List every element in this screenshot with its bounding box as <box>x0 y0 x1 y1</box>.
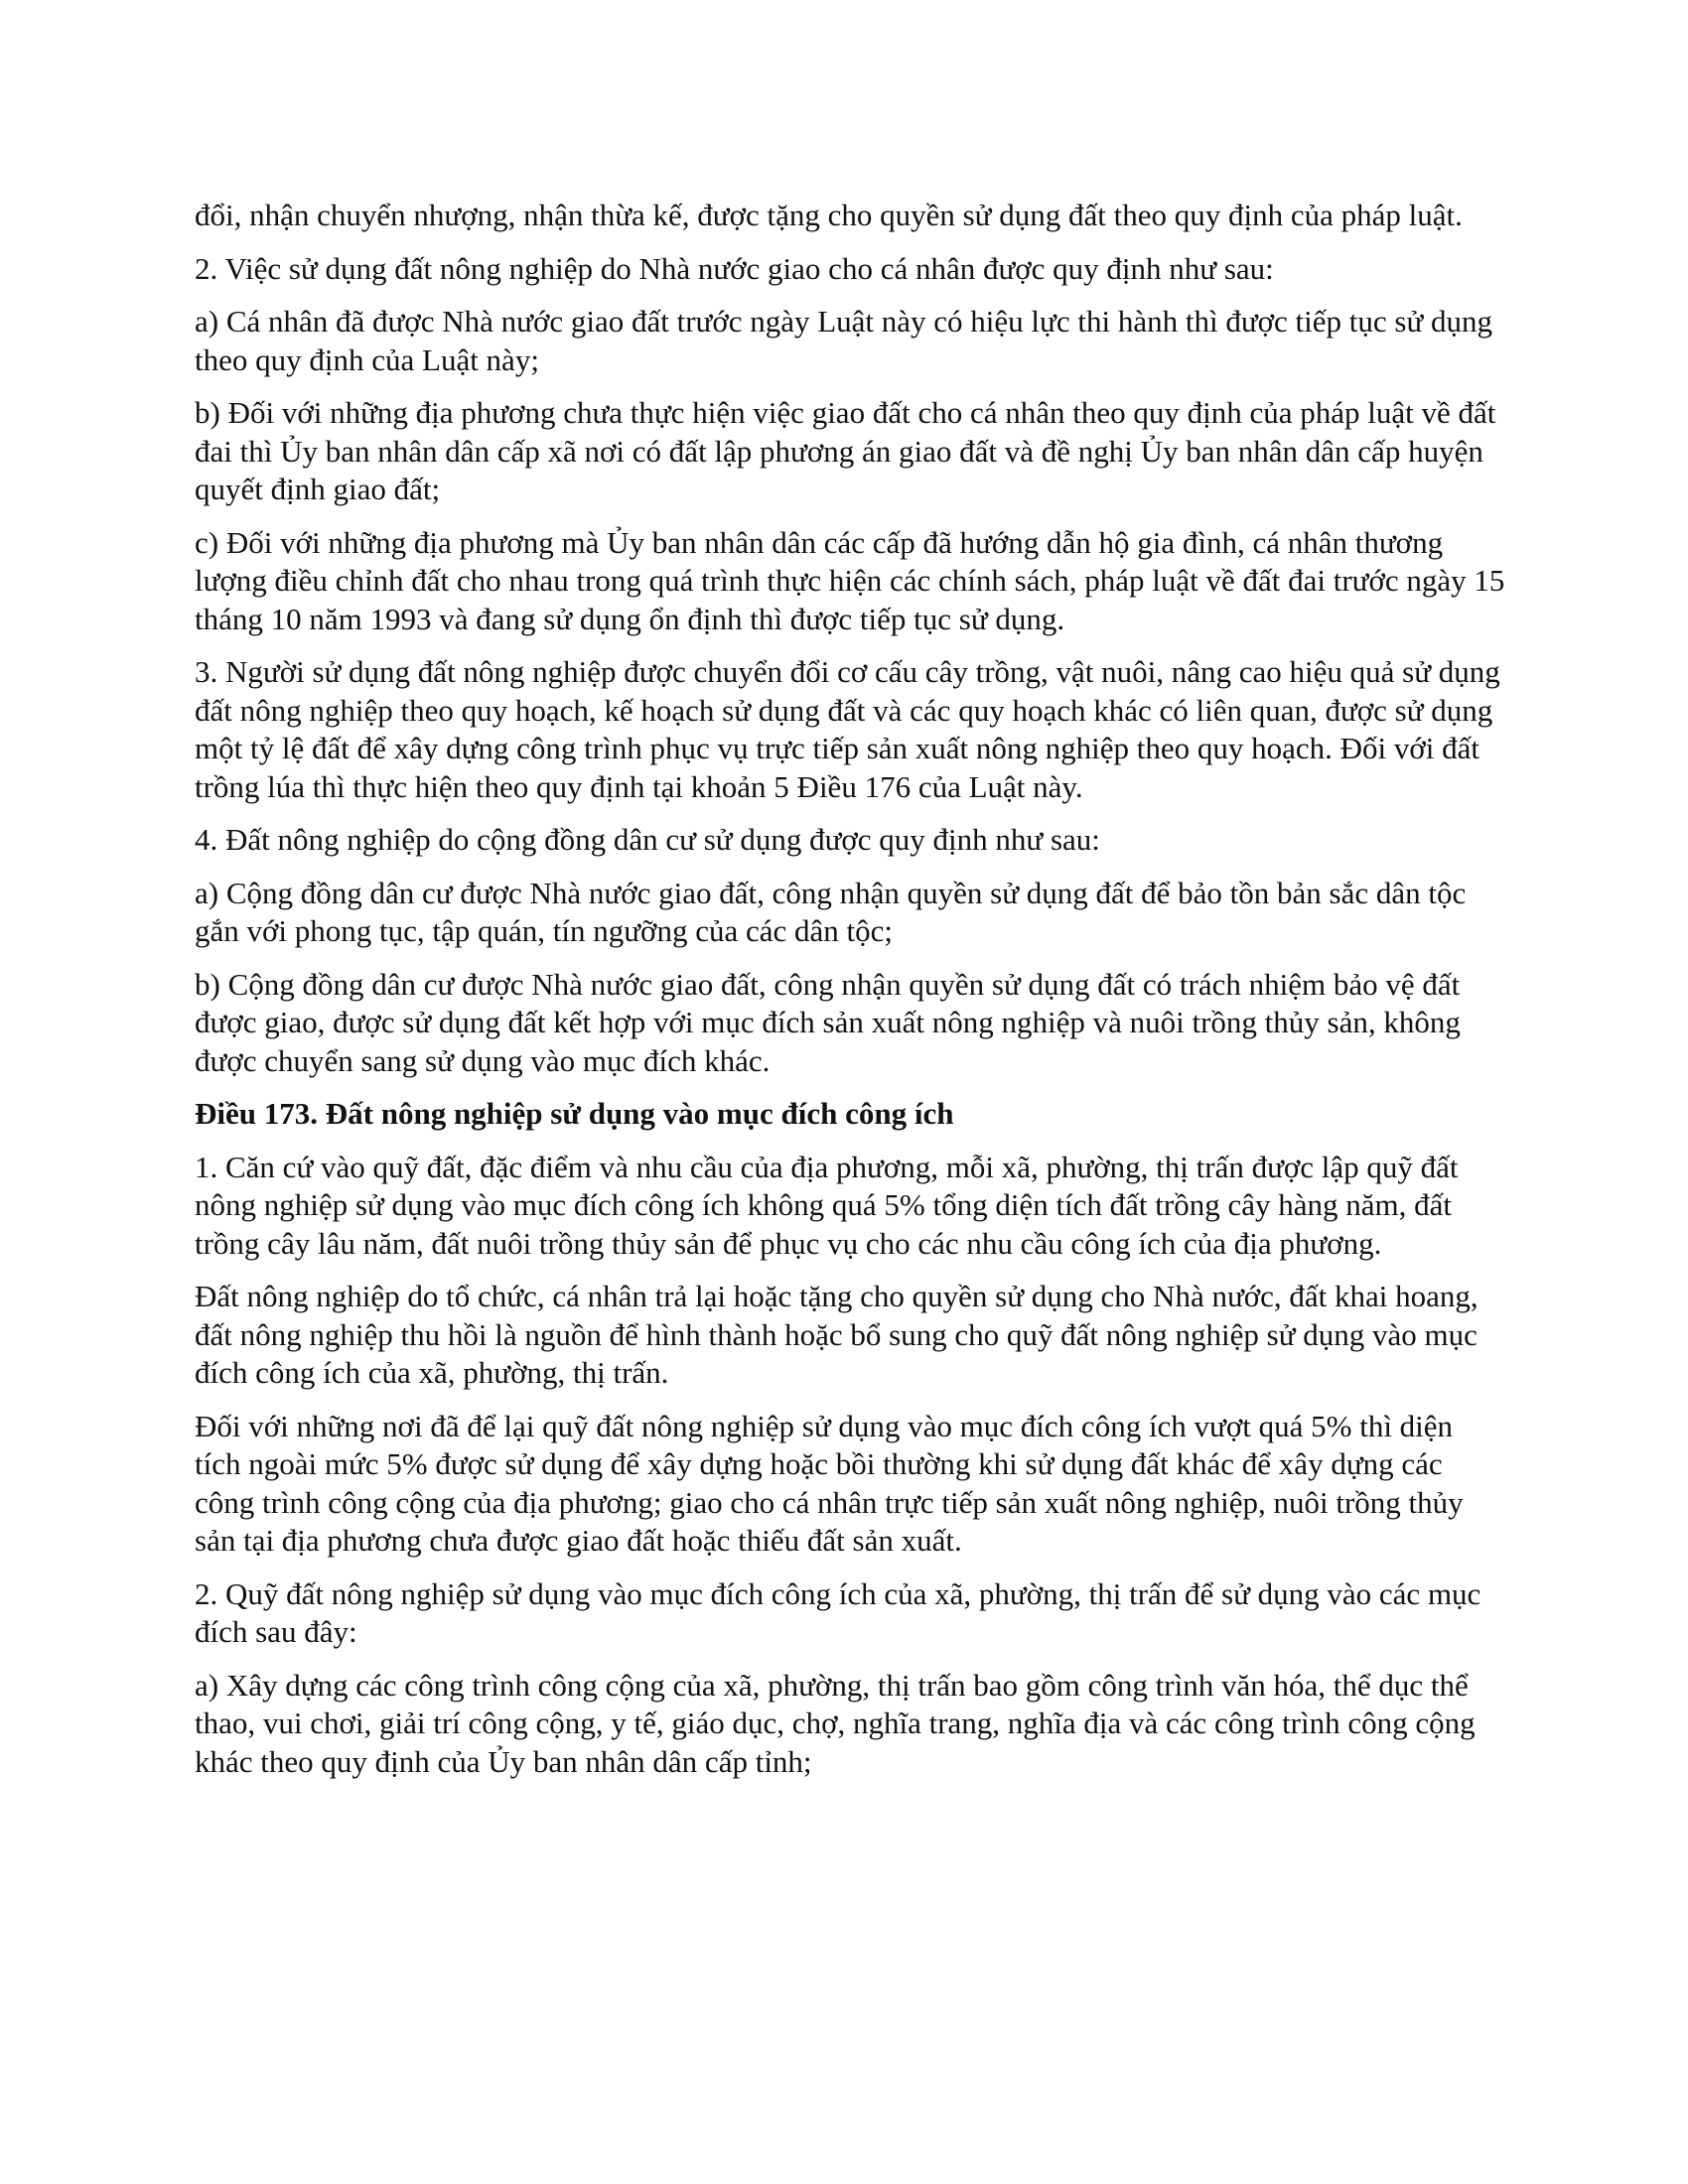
article-173-clause-1-para-3: Đối với những nơi đã để lại quỹ đất nông nghiệp sử dụng vào mục đích công ích vượt quá 5% thì diện tích ngoài mức 5% được sử dụng để xây dựng hoặc bồi thường khi sử dụng đất khác để xây dựng các công trình công cộng của địa phương; giao cho cá nhân trực tiếp sản xuất nông nghiệp, nuôi trồng thủy sản tại địa phương chưa được giao đất hoặc thiếu đất sản xuất. <box>195 1408 1464 1558</box>
document-page <box>195 197 1505 1796</box>
clause-2-a: a) Cá nhân đã được Nhà nước giao đất trước ngày Luật này có hiệu lực thi hành thì được tiếp tục sử dụng theo quy định của Luật này; <box>195 304 1492 377</box>
article-173-clause-2-a: a) Xây dựng các công trình công cộng của xã, phường, thị trấn bao gồm công trình văn hóa, thể dục thể thao, vui chơi, giải trí công cộng, y tế, giáo dục, chợ, nghĩa trang, nghĩa địa và các công trình công cộng khác theo quy định của Ủy ban nhân dân cấp tỉnh; <box>195 1667 1476 1779</box>
article-173-clause-1: 1. Căn cứ vào quỹ đất, đặc điểm và nhu cầu của địa phương, mỗi xã, phường, thị trấn được lập quỹ đất nông nghiệp sử dụng vào mục đích công ích không quá 5% tổng diện tích đất trồng cây hàng năm, đất trồng cây lâu năm, đất nuôi trồng thủy sản để phục vụ cho các nhu cầu công ích của địa phương. <box>195 1149 1459 1261</box>
clause-4-b: b) Cộng đồng dân cư được Nhà nước giao đất, công nhận quyền sử dụng đất có trách nhiệm bảo vệ đất được giao, được sử dụng đất kết hợp với mục đích sản xuất nông nghiệp và nuôi trồng thủy sản, không được chuyển sang sử dụng vào mục đích khác. <box>195 966 1461 1078</box>
article-173-clause-1-para-2: Đất nông nghiệp do tổ chức, cá nhân trả lại hoặc tặng cho quyền sử dụng cho Nhà nước, đất khai hoang, đất nông nghiệp thu hồi là nguồn để hình thành hoặc bổ sung cho quỹ đất nông nghiệp sử dụng vào mục đích công ích của xã, phường, thị trấn. <box>195 1279 1478 1390</box>
clause-2-b: b) Đối với những địa phương chưa thực hiện việc giao đất cho cá nhân theo quy định của pháp luật về đất đai thì Ủy ban nhân dân cấp xã nơi có đất lập phương án giao đất và đề nghị Ủy ban nhân dân cấp huyện quyết định giao đất; <box>195 395 1496 506</box>
article-173-heading: Điều 173. Đất nông nghiệp sử dụng vào mục đích công ích <box>195 1096 954 1131</box>
article-173-clause-2: 2. Quỹ đất nông nghiệp sử dụng vào mục đích công ích của xã, phường, thị trấn để sử dụng vào các mục đích sau đây: <box>195 1575 1481 1649</box>
clause-4: 4. Đất nông nghiệp do cộng đồng dân cư sử dụng được quy định như sau: <box>195 822 1100 857</box>
clause-3: 3. Người sử dụng đất nông nghiệp được chuyển đổi cơ cấu cây trồng, vật nuôi, nâng cao hiệu quả sử dụng đất nông nghiệp theo quy hoạch, kế hoạch sử dụng đất và các quy hoạch khác có liên quan, được sử dụng một tỷ lệ đất để xây dựng công trình phục vụ trực tiếp sản xuất nông nghiệp theo quy hoạch. Đối với đất trồng lúa thì thực hiện theo quy định tại khoản 5 Điều 176 của Luật này. <box>195 654 1500 804</box>
clause-2-c: c) Đối với những địa phương mà Ủy ban nhân dân các cấp đã hướng dẫn hộ gia đình, cá nhân thương lượng điều chỉnh đất cho nhau trong quá trình thực hiện các chính sách, pháp luật về đất đai trước ngày 15 tháng 10 năm 1993 và đang sử dụng ổn định thì được tiếp tục sử dụng. <box>195 524 1505 636</box>
clause-4-a: a) Cộng đồng dân cư được Nhà nước giao đất, công nhận quyền sử dụng đất để bảo tồn bản sắc dân tộc gắn với phong tục, tập quán, tín ngưỡng của các dân tộc; <box>195 875 1467 948</box>
clause-2: 2. Việc sử dụng đất nông nghiệp do Nhà nước giao cho cá nhân được quy định như sau: <box>195 250 1274 286</box>
paragraph-continuation: đổi, nhận chuyển nhượng, nhận thừa kế, được tặng cho quyền sử dụng đất theo quy định của pháp luật. <box>195 198 1463 232</box>
